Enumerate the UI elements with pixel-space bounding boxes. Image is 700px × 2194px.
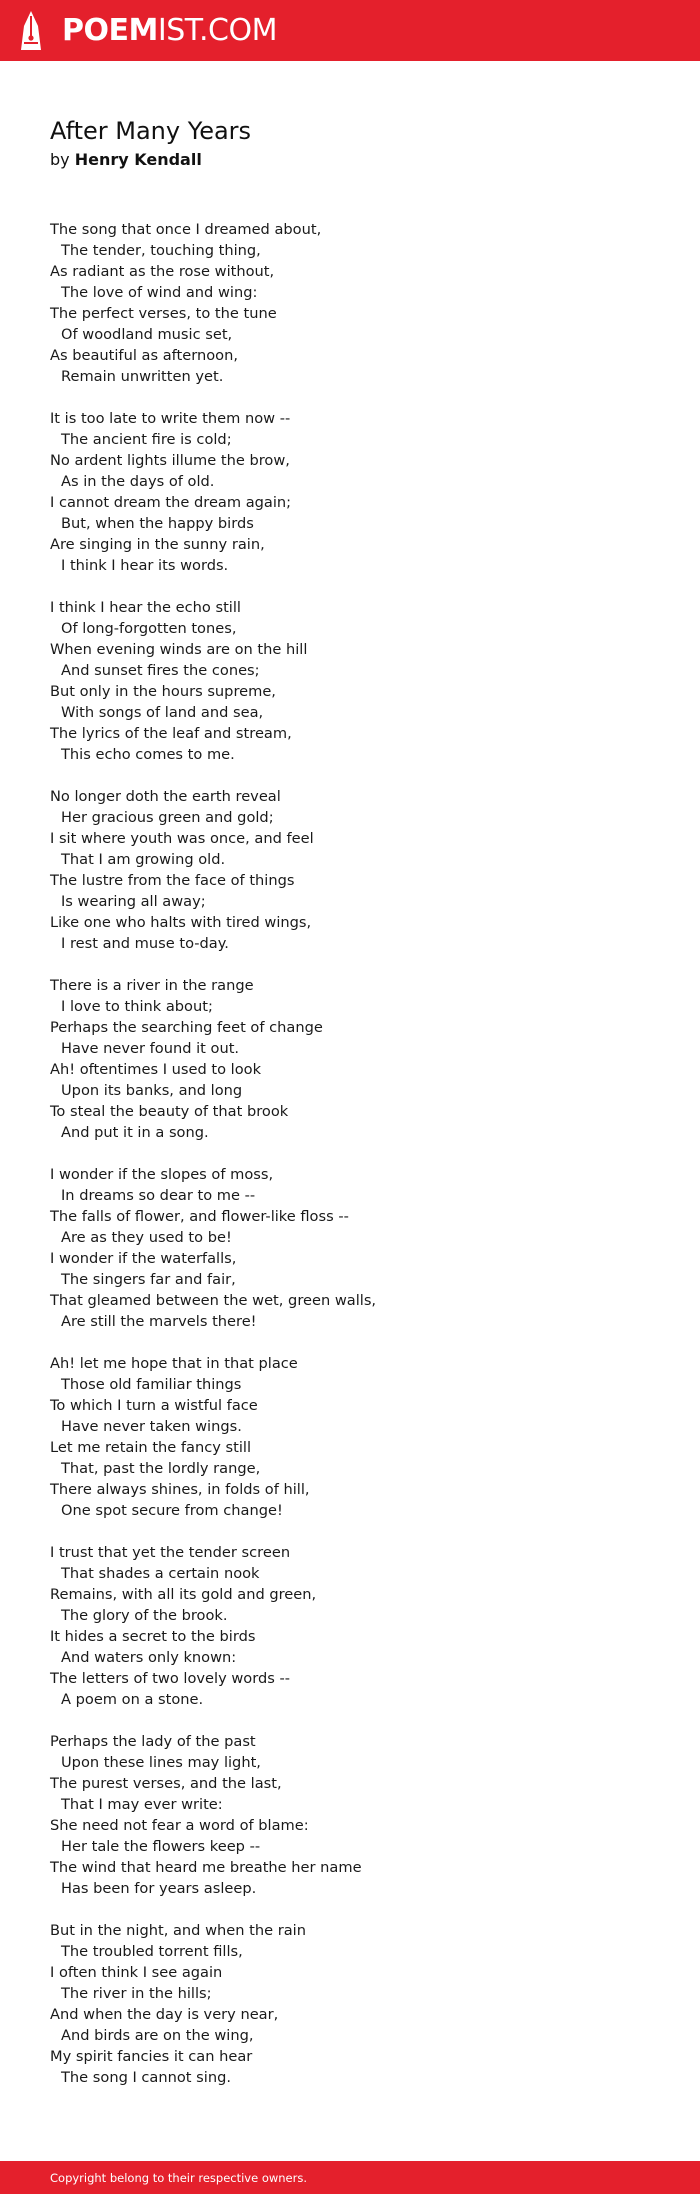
poem-title: After Many Years — [50, 117, 252, 145]
copyright-text: Copyright belong to their respective owners. — [50, 2170, 308, 2185]
poem-line: Have never found it out. — [61, 1040, 240, 1057]
poem-line: Ah! let me hope that in that place — [50, 1355, 298, 1372]
poem-line: I rest and muse to-day. — [61, 935, 229, 952]
poem-line: That gleamed between the wet, green walls, — [50, 1292, 377, 1309]
poem-line: And birds are on the wing, — [61, 2027, 254, 2044]
site-footer — [0, 2161, 700, 2194]
poem-line: The lyrics of the leaf and stream, — [50, 725, 292, 742]
poem-heading — [50, 115, 650, 171]
poem-line: In dreams so dear to me -- — [61, 1187, 256, 1204]
poem-line: It hides a secret to the birds — [50, 1628, 256, 1645]
poem-line: I think I hear its words. — [61, 557, 229, 574]
logo-text-bold: POEM — [62, 12, 158, 48]
poem-line: Is wearing all away; — [61, 893, 206, 910]
poem-line: When evening winds are on the hill — [50, 641, 308, 658]
poem-line: But only in the hours supreme, — [50, 683, 276, 700]
poem-line: Upon these lines may light, — [61, 1754, 261, 1771]
poem-line: Are as they used to be! — [61, 1229, 232, 1246]
poem-line: She need not fear a word of blame: — [50, 1817, 309, 1834]
poem-line: To which I turn a wistful face — [50, 1397, 258, 1414]
logo-text-light: IST.COM — [157, 12, 277, 48]
poem-stanza — [50, 1920, 650, 2088]
poem-stanza — [50, 408, 650, 576]
poem-line: The ancient fire is cold; — [61, 431, 232, 448]
poem-line: No ardent lights illume the brow, — [50, 452, 290, 469]
poem-line: I wonder if the slopes of moss, — [50, 1166, 274, 1183]
poem-stanza — [50, 219, 650, 387]
poem-stanza — [50, 1164, 650, 1332]
poem-body — [50, 219, 650, 2109]
poem-line: That I am growing old. — [61, 851, 226, 868]
poem-line: The singers far and fair, — [61, 1271, 236, 1288]
poem-line: There is a river in the range — [50, 977, 254, 994]
poem-line: And waters only known: — [61, 1649, 237, 1666]
poem-line: My spirit fancies it can hear — [50, 2048, 253, 2065]
poem-line: Her gracious green and gold; — [61, 809, 274, 826]
poem-line: With songs of land and sea, — [61, 704, 264, 721]
poem-line: That I may ever write: — [61, 1796, 223, 1813]
author-name: Henry Kendall — [74, 150, 202, 169]
poem-line: As in the days of old. — [61, 473, 215, 490]
poem-line: Remains, with all its gold and green, — [50, 1586, 317, 1603]
poem-line: The love of wind and wing: — [61, 284, 258, 301]
fountain-pen-nib-icon — [18, 10, 44, 52]
site-logo[interactable] — [18, 10, 277, 52]
poem-line: But in the night, and when the rain — [50, 1922, 306, 1939]
poem-line: Let me retain the fancy still — [50, 1439, 252, 1456]
poem-line: The song that once I dreamed about, — [50, 221, 322, 238]
poem-line: It is too late to write them now -- — [50, 410, 291, 427]
poem-line: Those old familiar things — [61, 1376, 242, 1393]
poem-line: As radiant as the rose without, — [50, 263, 275, 280]
poem-stanza — [50, 786, 650, 954]
poem-line: Ah! oftentimes I used to look — [50, 1061, 262, 1078]
poem-line: Of woodland music set, — [61, 326, 233, 343]
poem-line: I cannot dream the dream again; — [50, 494, 292, 511]
poem-line: Are still the marvels there! — [61, 1313, 257, 1330]
poem-line: The perfect verses, to the tune — [50, 305, 277, 322]
poem-line: Of long-forgotten tones, — [61, 620, 237, 637]
poem-line: I love to think about; — [61, 998, 213, 1015]
poem-line: And put it in a song. — [61, 1124, 209, 1141]
poem-line: That, past the lordly range, — [61, 1460, 261, 1477]
poem-line: A poem on a stone. — [61, 1691, 204, 1708]
poem-line: That shades a certain nook — [61, 1565, 260, 1582]
poem-line: Have never taken wings. — [61, 1418, 242, 1435]
poem-line: I think I hear the echo still — [50, 599, 241, 616]
poem-line: Perhaps the lady of the past — [50, 1733, 256, 1750]
poem-stanza — [50, 597, 650, 765]
poem-line: I wonder if the waterfalls, — [50, 1250, 237, 1267]
poem-line: The letters of two lovely words -- — [50, 1670, 290, 1687]
byline-prefix: by — [50, 150, 70, 169]
poem-line: The tender, touching thing, — [61, 242, 261, 259]
poem-stanza — [50, 975, 650, 1143]
poem-line: Like one who halts with tired wings, — [50, 914, 312, 931]
poem-line: One spot secure from change! — [61, 1502, 283, 1519]
poem-line: The troubled torrent fills, — [61, 1943, 243, 1960]
poem-line: I trust that yet the tender screen — [50, 1544, 291, 1561]
poem-line: There always shines, in folds of hill, — [50, 1481, 310, 1498]
poem-line: The lustre from the face of things — [50, 872, 295, 889]
poem-line: No longer doth the earth reveal — [50, 788, 281, 805]
poem-line: And sunset fires the cones; — [61, 662, 260, 679]
site-logo-text — [62, 12, 277, 48]
poem-line: The wind that heard me breathe her name — [50, 1859, 362, 1876]
poem-line: The river in the hills; — [61, 1985, 212, 2002]
poem-line: The purest verses, and the last, — [50, 1775, 282, 1792]
byline — [50, 149, 650, 171]
poem-line: Are singing in the sunny rain, — [50, 536, 265, 553]
poem-line: And when the day is very near, — [50, 2006, 279, 2023]
poem-stanza — [50, 1731, 650, 1899]
poem-line: The falls of flower, and flower-like floss -- — [50, 1208, 349, 1225]
poem-line: The song I cannot sing. — [61, 2069, 231, 2086]
site-header — [0, 0, 700, 61]
poem-line: This echo comes to me. — [61, 746, 235, 763]
poem-line: Perhaps the searching feet of change — [50, 1019, 323, 1036]
poem-line: Remain unwritten yet. — [61, 368, 224, 385]
poem-line: But, when the happy birds — [61, 515, 254, 532]
poem-line: Upon its banks, and long — [61, 1082, 243, 1099]
poem-stanza — [50, 1542, 650, 1710]
poem-stanza — [50, 1353, 650, 1521]
poem-line: Has been for years asleep. — [61, 1880, 257, 1897]
poem-line: Her tale the flowers keep -- — [61, 1838, 261, 1855]
poem-line: I sit where youth was once, and feel — [50, 830, 314, 847]
poem-line: To steal the beauty of that brook — [50, 1103, 289, 1120]
poem-line: I often think I see again — [50, 1964, 223, 1981]
poem-line: As beautiful as afternoon, — [50, 347, 238, 364]
poem-line: The glory of the brook. — [61, 1607, 228, 1624]
